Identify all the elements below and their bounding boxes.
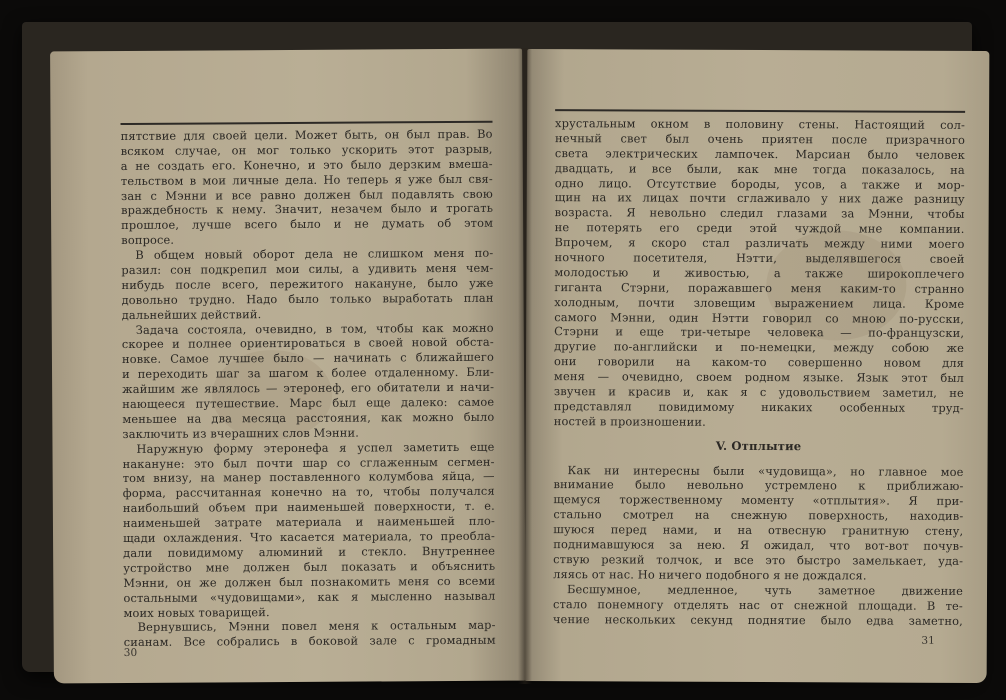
text-line: прошлое, лучше всего было и не думать об этом	[121, 216, 494, 233]
text-line: Стэрни и еще три-четыре человека — по-французски,	[554, 324, 965, 341]
text-line: стало понемногу отделять нас от снежной площади. В те-	[552, 596, 963, 613]
text-line: сианам. Все собрались в боковой зале с громадным	[123, 633, 496, 650]
text-line: самого Мэнни, один Нэтти говорил со мною по-русски,	[554, 309, 965, 326]
text-line: всяком случае, он мог только ускорить этот разрыв,	[120, 141, 493, 158]
text-line: том внизу, на манер поставленного колумбова яйца, —	[122, 469, 495, 486]
text-line: ляясь от нас. Но ничего подобного я не дождался.	[553, 566, 867, 583]
text-line: ностей в произношении.	[553, 413, 706, 429]
text-line: Вернувшись, Мэнни повел меня к остальным мар-	[137, 618, 496, 635]
text-line: зан с Мэнни и все равно должен был подавлять свою	[120, 186, 493, 203]
left-page	[50, 49, 526, 684]
open-book	[22, 22, 972, 672]
text-line: Мэнни, он же должен был познакомить меня со всеми	[123, 573, 496, 590]
text-line: двадцать, и все были, как мне тогда показалось, на	[554, 160, 965, 177]
text-line: представлял повидимому никаких особенных труд-	[553, 399, 964, 415]
text-line: наибольший объем при наименьшей поверхности, т. е.	[122, 499, 495, 516]
text-line: форма, рассчитанная конечно на то, чтобы получался	[122, 484, 495, 501]
text-line: другие по-английски и по-немецки, между собою же	[554, 339, 965, 356]
text-line: Бесшумное, медленное, чуть заметное движение	[566, 581, 964, 598]
text-line: Наружную форму этеронефа я успел заметить еще	[136, 439, 495, 456]
text-line: гиганта Стэрни, поражавшего меня каким-то странно	[554, 279, 965, 296]
text-line: новке. Самое лучшее было — начинать с ближайшего	[121, 350, 494, 367]
text-line: внимание было невольно устремлено к приближаю-	[553, 477, 964, 494]
text-line: нибудь после всего, пережитого накануне, было уже	[121, 275, 494, 292]
text-line: света электрических лампочек. Марсиан было человек	[554, 145, 965, 162]
text-line: накануне: это был почти шар со сглаженным сегмен-	[122, 454, 495, 471]
text-line: ночного посетителя, Нэтти, выделявшегося своей	[554, 250, 965, 266]
text-line: жайшим же являлось — этеронеф, его обитатели и начи-	[122, 379, 495, 397]
text-line: довольно трудно. Надо было только выработать план	[121, 290, 494, 307]
text-line: заключить из вчерашних слов Мэнни.	[122, 425, 360, 441]
text-line: враждебность к нему. Значит, незачем было и трогать	[121, 201, 494, 218]
text-line: меньшее на два месяца расстояния, как можно было	[122, 409, 495, 426]
text-line: В общем новый оборот дела не слишком меня по-	[135, 245, 494, 263]
text-line: ствую резкий толчок, и все это быстро замелькает, уда-	[553, 552, 964, 568]
text-line: Как ни интересны были «чудовища», но главное мое	[567, 462, 964, 479]
text-line: поднимавшуюся за нею. Я ожидал, что вот-вот почув-	[553, 537, 964, 553]
text-line: шуюся перед нами, и на отвесную гранитную стену,	[553, 522, 964, 539]
text-line: щади охлаждения. Что касается материала, то преобла-	[123, 528, 496, 546]
text-line: возраста. Я невольно следил глазами за Мэнни, чтобы	[554, 205, 965, 222]
text-line: устройство мне должен был показать и объяснить	[123, 558, 496, 575]
text-line: чение нескольких секунд поднятие было едва заметно,	[552, 611, 963, 628]
header-rule	[555, 109, 965, 113]
text-line: скорее и полнее ориентироваться в своей новой обста-	[121, 335, 494, 352]
text-line: нающееся путешествие. Марс был еще далеко: самое	[122, 394, 495, 412]
text-line: они говорили на каком-то совершенно новом для	[553, 354, 965, 371]
left-page-number: 30	[123, 646, 138, 660]
text-line: одно лицо. Отсутствие бороды, усов, а также и мор-	[554, 175, 965, 192]
text-line: моих новых товарищей.	[123, 604, 270, 620]
text-line: и переходить шаг за шагом к более отдаленному. Бли-	[122, 364, 495, 382]
right-page	[525, 49, 990, 683]
text-line: дали повидимому алюминий и стекло. Внутреннее	[123, 543, 496, 560]
text-line: нечный свет был очень приятен после призрачного	[554, 131, 966, 147]
text-line: холодным, почти зловещим выражением лица. Кроме	[554, 294, 965, 311]
text-line: щемуся торжественному моменту «отплытия». Я при-	[553, 492, 964, 509]
left-text-column	[121, 127, 496, 650]
text-line: остальными «чудовищами», как я мысленно называл	[123, 588, 496, 605]
text-line: тельством в мои личные дела. Но теперь я уже был свя-	[120, 171, 493, 188]
text-line: меня — очевидно, своем родном языке. Язык этот был	[553, 369, 964, 386]
header-rule	[121, 121, 493, 125]
text-line: а не создать его. Конечно, и это было дерзким вмеша-	[120, 156, 493, 173]
text-block-after-heading	[553, 463, 964, 629]
text-line: не потерять его среди этой чуждой мне компании.	[554, 220, 965, 237]
right-page-number: 31	[921, 634, 935, 647]
text-line: стально смотрел на снежную поверхность, находив-	[553, 507, 964, 524]
text-line: наименьшей затрате материала и наименьшей пло-	[122, 513, 495, 531]
text-line: дальнейших действий.	[121, 306, 262, 322]
text-line: щин на их лицах почти сглаживало у них даже разницу	[554, 190, 965, 207]
text-line: разил: сон подкрепил мои силы, а удивить меня чем-	[121, 260, 494, 278]
text-block-before-heading	[554, 116, 965, 430]
text-line: пятствие для своей цели. Может быть, он был прав. Во	[120, 126, 493, 144]
book-gutter	[518, 48, 532, 684]
text-line: молодостью и живостью, а также широкоплечего	[554, 265, 965, 281]
text-line: хрустальным окном в половину стены. Настоящий сол-	[555, 116, 966, 132]
text-line: звучен и красив и, как я с удовольствием заметил, не	[553, 384, 964, 400]
text-line: вопросе.	[121, 232, 175, 248]
section-heading: V. Отплытие	[715, 438, 802, 453]
text-line: Задача состояла, очевидно, в том, чтобы как можно	[135, 320, 494, 337]
text-line: Впрочем, я скоро стал различать между ними моего	[554, 235, 965, 252]
right-text-column	[553, 116, 965, 628]
